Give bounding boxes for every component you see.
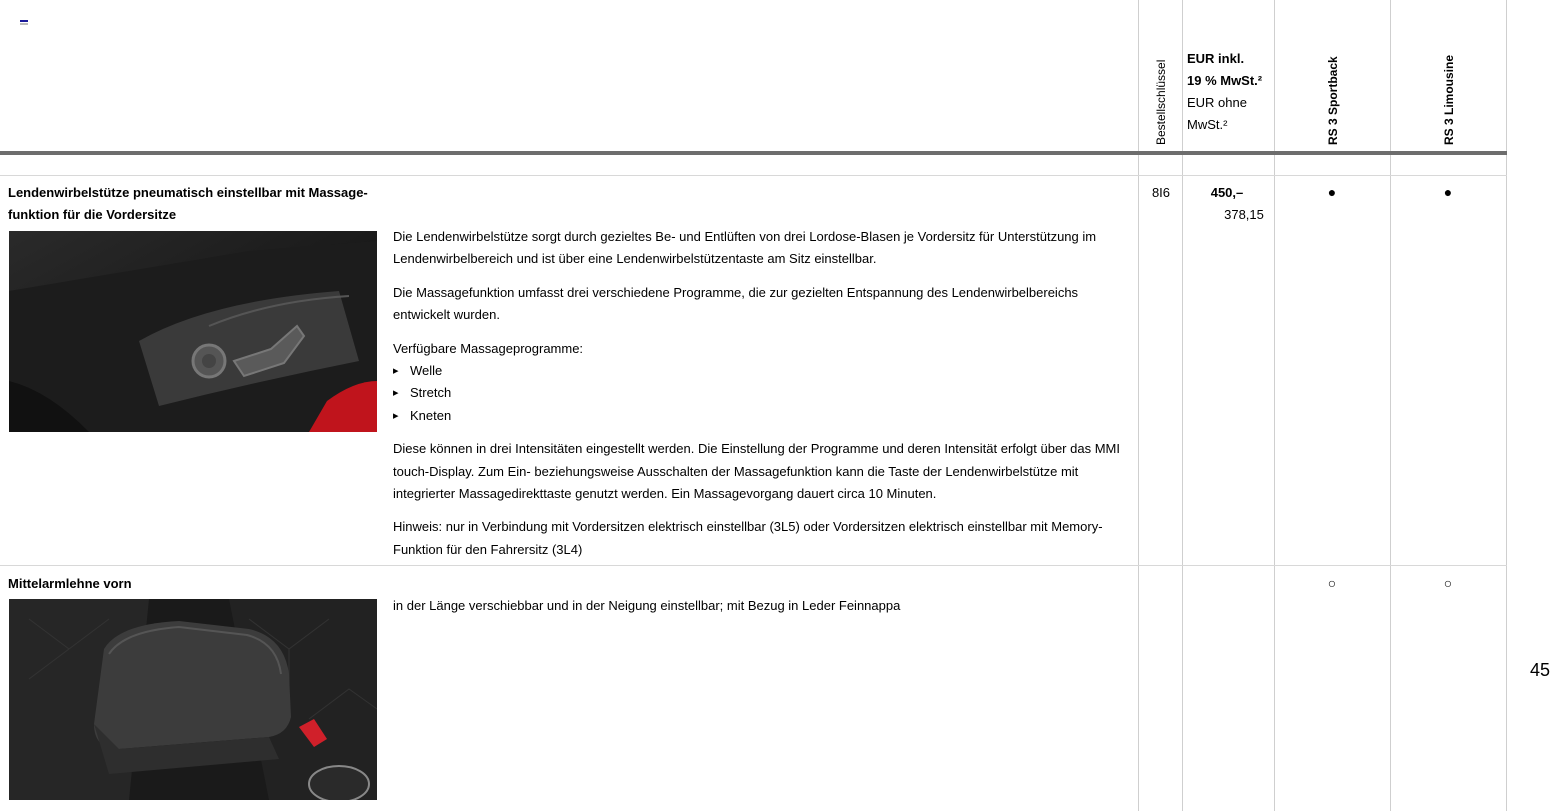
- list-item: ▸ Kneten: [393, 405, 1133, 427]
- header-price-net-1: EUR ohne: [1187, 95, 1247, 110]
- row-description: Die Lendenwirbelstütze sorgt durch gezieltes Be- und Entlüften von drei Lordose-Blasen je Vordersitz für Unterstützung im Lendenwirbelbereich und ist über eine Lendenwirbelstützentaste am Sitz einstellbar. Die Massagefunktion umfasst drei verschiedene Programme, die zur gezielten Entspannung des Lendenwirbelbereichs entwickelt wurden. Verfügbare Massageprogramme: ▸ Welle ▸ Stretch ▸ Kneten Diese können in drei Intensitäten eingestellt werden. Die Einstellung der Programme und deren Intensität erfolgt über das MMI touch-Display. Zum Ein- beziehungsweise Ausschalten der Massagefunktion kann die Taste der Lendenwirbelstütze mit integrierter Massagedirekttaste genutzt werden. Ein Massagevorgang dauert circa 10 Minuten. Hinweis: nur in Verbindung mit Vordersitzen elektrisch einstellbar (3L5) oder Vordersitzen elektrisch einstellbar mit Memory-Funktion für den Fahrersitz (3L4): [393, 226, 1133, 572]
- row-title: Mittelarmlehne vorn: [8, 576, 132, 591]
- order-code: 8I6: [1151, 185, 1171, 200]
- row-divider: [0, 565, 1507, 566]
- list-item: ▸ Stretch: [393, 382, 1133, 404]
- availability-limousine: ○: [1443, 575, 1453, 591]
- header-model-sportback: RS 3 Sportback: [1326, 56, 1340, 145]
- header-price-gross-1: EUR inkl.: [1187, 51, 1245, 66]
- armrest-photo: [9, 599, 377, 800]
- column-divider: [1182, 0, 1183, 811]
- list-item: ▸ Welle: [393, 360, 1133, 382]
- header-order-code: Bestellschlüssel: [1154, 59, 1168, 145]
- seat-photo: [9, 231, 377, 432]
- availability-sportback: ●: [1327, 184, 1337, 200]
- flag-icon: [20, 20, 28, 27]
- price: 450,– 378,15: [1210, 185, 1264, 222]
- column-divider: [1506, 0, 1507, 811]
- row-divider: [0, 175, 1507, 176]
- header-model-limousine: RS 3 Limousine: [1442, 54, 1456, 145]
- column-divider: [1274, 0, 1275, 811]
- page-number: 45: [1530, 660, 1550, 680]
- column-divider: [1390, 0, 1391, 811]
- availability-sportback: ○: [1327, 575, 1337, 591]
- row-description: in der Länge verschiebbar und in der Neigung einstellbar; mit Bezug in Leder Feinnappa: [393, 598, 901, 613]
- massage-program-list: [393, 360, 1133, 427]
- row-title: Lendenwirbelstütze pneumatisch einstellbar mit Massage- funktion für die Vordersitze: [8, 185, 368, 222]
- header-price: [1187, 48, 1271, 136]
- header-price-net-2: MwSt.²: [1187, 117, 1228, 132]
- header-price-gross-2: 19 % MwSt.²: [1187, 73, 1263, 88]
- header-divider: [0, 151, 1507, 155]
- availability-limousine: ●: [1443, 184, 1453, 200]
- column-divider: [1138, 0, 1139, 811]
